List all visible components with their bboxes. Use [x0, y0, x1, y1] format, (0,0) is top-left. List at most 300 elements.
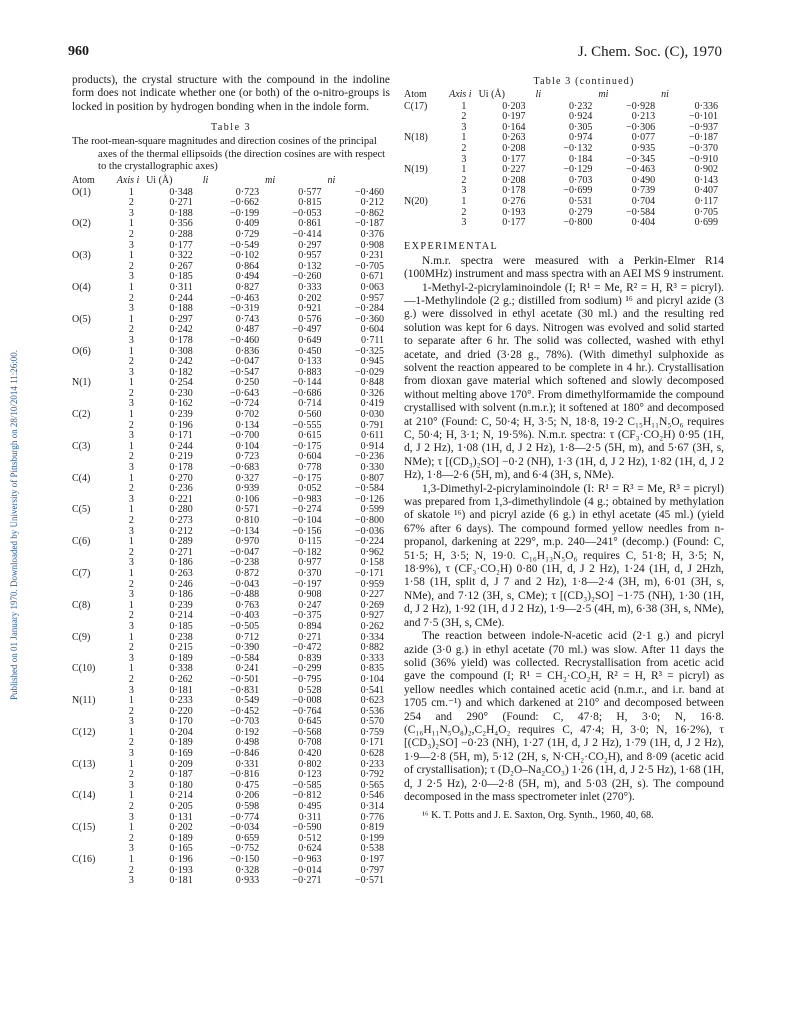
cell-m: −0·053	[292, 207, 322, 219]
cell-u: 0·242	[169, 356, 193, 368]
cell-n: −0·460	[355, 186, 384, 198]
cell-l: 0·970	[235, 536, 260, 548]
cell-l: −0·150	[230, 854, 260, 865]
cell-l: −0·699	[563, 185, 593, 197]
cell-axis: 3	[128, 398, 134, 410]
cell-l: 0·723	[235, 186, 260, 198]
cell-l: −0·043	[230, 578, 260, 590]
cell-m: 0·645	[298, 716, 322, 728]
table-header-row	[404, 90, 724, 102]
table-row	[72, 336, 390, 347]
cell-m: 0·202	[298, 292, 322, 304]
cell-axis: 1	[128, 281, 134, 293]
cell-u: 0·202	[169, 822, 193, 834]
cell-axis: 3	[128, 366, 134, 378]
cell-axis: 2	[128, 673, 134, 685]
cell-u: 0·270	[169, 472, 193, 484]
cell-n: 0·231	[360, 250, 384, 262]
cell-m: −0·963	[292, 854, 322, 865]
cell-n: −0·705	[355, 260, 384, 272]
table-row	[72, 558, 390, 569]
table-row	[72, 474, 390, 485]
cell-m: −0·175	[292, 472, 322, 484]
cell-u: 0·193	[169, 864, 193, 876]
cell-n: 0·117	[695, 195, 718, 207]
footnote: ¹⁶ K. T. Potts and J. E. Saxton, Org. Synth., 1960, 40, 68.	[422, 810, 654, 822]
cell-atom	[404, 176, 449, 187]
cell-n: −0·360	[355, 313, 384, 325]
table-row	[72, 855, 390, 866]
cell-l: −0·199	[230, 207, 260, 219]
cell-n: 0·538	[360, 843, 384, 855]
cell-u: 0·244	[169, 440, 193, 452]
cell-m: 0·977	[298, 557, 322, 569]
cell-m: 0·311	[298, 811, 322, 823]
cell-u: 0·254	[169, 377, 193, 389]
cell-u: 0·178	[502, 185, 526, 197]
cell-axis: 1	[128, 440, 134, 452]
cell-l: 0·184	[569, 153, 593, 165]
cell-l: 0·241	[235, 663, 260, 675]
cell-u: 0·188	[169, 207, 193, 219]
cell-atom	[404, 144, 449, 155]
cell-m: 0·420	[298, 748, 322, 760]
cell-n: 0·797	[360, 864, 384, 876]
cell-m: −0·104	[292, 515, 322, 526]
cell-l: 0·939	[235, 483, 260, 495]
cell-axis: 3	[128, 684, 134, 696]
cell-l: −0·800	[563, 217, 593, 229]
cell-l: −0·549	[230, 239, 260, 251]
cell-l: −0·846	[230, 748, 260, 760]
cell-u: 0·297	[169, 313, 193, 325]
cell-n: 0·611	[361, 430, 384, 442]
cell-l: 0·531	[569, 195, 593, 207]
cell-u: 0·356	[169, 218, 193, 230]
table-row	[72, 516, 390, 527]
cell-n: −0·584	[355, 483, 384, 495]
cell-u: 0·212	[169, 525, 193, 537]
cell-l: −0·034	[230, 822, 260, 834]
cell-atom	[72, 548, 117, 559]
cell-m: 0·778	[298, 462, 322, 474]
cell-m: 0·490	[631, 174, 656, 186]
cell-m: −0·197	[292, 578, 322, 590]
cell-atom	[404, 208, 449, 219]
cell-atom: C(16)	[72, 854, 96, 865]
cell-atom: N(1)	[72, 377, 91, 389]
cell-n: −0·284	[355, 303, 384, 315]
cell-m: −0·144	[292, 377, 322, 389]
cell-u: 0·170	[169, 716, 193, 728]
cell-u: 0·214	[169, 790, 193, 802]
cell-u: 0·164	[502, 121, 526, 133]
cell-n: 0·336	[694, 100, 718, 112]
cell-l: −0·547	[230, 366, 260, 378]
cell-l: 0·104	[235, 440, 260, 452]
table-row	[72, 791, 390, 802]
cell-m: 0·908	[298, 589, 322, 601]
cell-m: 0·815	[298, 197, 322, 209]
cell-n: 0·541	[360, 684, 384, 696]
cell-atom	[72, 675, 117, 686]
cell-l: 0·712	[235, 631, 260, 643]
cell-m: 0·052	[298, 483, 322, 495]
cell-u: 0·185	[169, 620, 193, 632]
table-row	[72, 717, 390, 728]
cell-axis: 1	[128, 472, 134, 484]
download-watermark	[4, 180, 18, 880]
table-row	[72, 410, 390, 421]
cell-n: 0·957	[360, 292, 384, 304]
cell-n: 0·104	[360, 673, 384, 685]
cell-n: 0·570	[360, 716, 384, 728]
cell-l: 0·331	[235, 758, 260, 770]
cell-m: −0·590	[292, 822, 322, 834]
cell-l: 0·864	[235, 260, 260, 272]
cell-axis: 3	[128, 207, 134, 219]
cell-atom: C(6)	[72, 536, 91, 548]
cell-m: −0·497	[292, 324, 322, 336]
table-row	[72, 251, 390, 262]
col-n: ni	[327, 175, 336, 186]
cell-axis: 2	[128, 769, 134, 781]
cell-l: 0·810	[235, 515, 260, 526]
cell-n: 0·599	[360, 504, 384, 516]
cell-u: 0·193	[502, 206, 526, 218]
cell-n: 0·705	[694, 206, 718, 218]
cell-u: 0·238	[169, 631, 193, 643]
cell-u: 0·131	[169, 811, 193, 823]
cell-axis: 1	[461, 164, 467, 176]
cell-n: 0·819	[360, 822, 384, 834]
cell-n: 0·269	[360, 599, 384, 611]
cell-m: 0·921	[298, 303, 322, 315]
cell-m: −0·983	[292, 493, 322, 505]
cell-u: 0·204	[169, 726, 193, 738]
cell-atom: C(12)	[72, 726, 96, 738]
cell-m: 0·649	[298, 334, 322, 346]
cell-l: −0·724	[230, 398, 260, 410]
cell-axis: 3	[128, 716, 134, 728]
cell-axis: 2	[128, 228, 134, 240]
table-row	[72, 230, 390, 241]
cell-atom	[404, 112, 449, 123]
table-title: Table 3	[210, 122, 252, 134]
cell-axis: 2	[128, 642, 134, 654]
cell-u: 0·276	[502, 195, 526, 207]
cell-axis: 2	[128, 705, 134, 717]
cell-atom: O(6)	[72, 345, 91, 357]
cell-u: 0·186	[169, 589, 193, 601]
cell-axis: 1	[128, 822, 134, 834]
cell-axis: 2	[128, 515, 134, 526]
cell-u: 0·178	[169, 462, 193, 474]
cell-m: 0·247	[298, 599, 322, 611]
cell-m: −0·182	[292, 546, 322, 558]
cell-m: −0·795	[292, 673, 322, 685]
col-axis: Axis i	[116, 175, 140, 186]
table-row	[72, 590, 390, 601]
cell-axis: 2	[128, 451, 134, 463]
cell-l: 0·498	[235, 737, 260, 749]
cell-axis: 2	[128, 260, 134, 272]
cell-l: 0·409	[235, 218, 260, 230]
cell-n: 0·546	[360, 790, 384, 802]
cell-axis: 3	[128, 334, 134, 346]
cell-atom: C(2)	[72, 409, 91, 421]
cell-u: 0·262	[169, 673, 193, 685]
cell-atom: C(5)	[72, 504, 91, 516]
cell-m: 0·115	[298, 536, 322, 548]
cell-axis: 3	[128, 525, 134, 537]
cell-l: 0·872	[235, 567, 260, 579]
table-row	[72, 484, 390, 495]
table-row	[72, 527, 390, 538]
cell-n: −0·029	[355, 366, 384, 378]
experimental-heading: EXPERIMENTAL	[404, 240, 499, 252]
cell-n: −0·036	[355, 525, 384, 537]
cell-n: −0·224	[355, 536, 384, 548]
table-row	[72, 781, 390, 792]
cell-n: 0·326	[360, 387, 384, 399]
cell-atom: C(10)	[72, 663, 96, 675]
cell-axis: 2	[128, 356, 134, 368]
cell-l: 0·206	[235, 790, 260, 802]
cell-n: 0·962	[360, 546, 384, 558]
cell-n: 0·262	[360, 620, 384, 632]
cell-l: −0·584	[230, 652, 260, 664]
cell-l: 0·703	[569, 174, 593, 186]
cell-m: −0·345	[626, 153, 656, 165]
experimental-paragraph: 1,3-Dimethyl-2-picrylaminoindole (I: R¹ = R³ = Me, R³ = picryl) was prepared from 1,3-dimethylindole (4 g.; obtained by methylation of skatole ¹⁶) and picryl azide (6 g.) in ethyl acetate (45 ml.) (yield 67% after 6 days). The compound formed yellow needles from n-propanol, darkening at 229°, m.p. 240—241° (decomp.) (Found: C, 51·5; H, 3·5; N, 19·0. C₁₆H₁₃N₅O₆ requires C, 51·8; H, 3·5; N, 18·9%), τ (CF₃·CO₂H) 0·80 (1H, d, J 2 Hz), 1·24 (1H, d, J 2Hzh, 1·58 (1H, split d, J 7 and 2 Hz), 1·8—2·4 (3H, m), 6·01 (3H, s, NMe), and 7·12 (3H, s, CMe); τ [(CD₃)₂SO] −1·75 (NH), 1·30 (1H, d, J 2 Hz), 1·92 (1H, d J 2 Hz), 1·9—2·5 (4H, m), 6·38 (3H, s, NMe), and 7·5 (3H, s, CMe).	[404, 482, 724, 629]
col-atom: Atom	[404, 89, 427, 100]
cell-l: 0·232	[569, 100, 593, 112]
table-caption: The root-mean-square magnitudes and direction cosines of the principal axes of the thermal ellipsoids (the direction cosines are with respect to the crystallographic axes)	[72, 136, 386, 173]
cell-axis: 3	[128, 843, 134, 855]
cell-l: −0·403	[230, 610, 260, 622]
cell-l: 0·659	[235, 832, 260, 844]
cell-l: 0·974	[569, 132, 593, 144]
cell-axis: 3	[128, 875, 134, 887]
cell-m: 0·704	[631, 195, 656, 207]
cell-u: 0·233	[169, 695, 193, 707]
cell-n: −0·571	[355, 875, 384, 887]
cell-m: 0·894	[298, 620, 322, 632]
cell-m: −0·014	[292, 864, 322, 876]
col-m: mi	[598, 89, 609, 100]
table-body	[404, 102, 724, 229]
cell-l: 0·279	[569, 206, 593, 218]
cell-u: 0·242	[169, 324, 193, 336]
cell-m: −0·764	[292, 705, 322, 717]
cell-m: 0·560	[298, 409, 322, 421]
cell-atom: O(5)	[72, 313, 91, 325]
table-row	[72, 315, 390, 326]
cell-atom: C(14)	[72, 790, 96, 802]
cell-n: −0·187	[355, 218, 384, 230]
table-body	[72, 188, 390, 887]
cell-u: 0·196	[169, 854, 193, 865]
cell-axis: 1	[128, 726, 134, 738]
cell-l: −0·129	[563, 164, 593, 176]
cell-atom	[72, 325, 117, 336]
cell-m: 0·839	[298, 652, 322, 664]
cell-axis: 1	[128, 695, 134, 707]
cell-u: 0·186	[169, 557, 193, 569]
cell-axis: 3	[128, 652, 134, 664]
cell-axis: 3	[128, 493, 134, 505]
cell-atom	[72, 738, 117, 749]
cell-atom: C(9)	[72, 631, 91, 643]
cell-n: −0·171	[355, 567, 384, 579]
table-row	[72, 283, 390, 294]
cell-axis: 3	[128, 303, 134, 315]
cell-m: 0·576	[298, 313, 322, 325]
table-row	[72, 304, 390, 315]
cell-n: 0·835	[360, 663, 384, 675]
cell-m: 0·861	[298, 218, 322, 230]
cell-m: −0·175	[292, 440, 322, 452]
cell-l: 0·494	[235, 271, 260, 283]
cell-axis: 3	[461, 217, 467, 229]
cell-n: 0·792	[360, 769, 384, 781]
cell-n: 0·565	[360, 779, 384, 791]
cell-n: 0·791	[360, 419, 384, 431]
cell-axis: 1	[128, 854, 134, 865]
cell-n: 0·623	[360, 695, 384, 707]
cell-axis: 1	[128, 409, 134, 421]
cell-axis: 3	[461, 185, 467, 197]
cell-u: 0·196	[169, 419, 193, 431]
table-row	[72, 495, 390, 506]
cell-m: 0·132	[298, 260, 322, 272]
cell-atom: C(15)	[72, 822, 96, 834]
cell-m: 0·714	[298, 398, 322, 410]
cell-m: −0·585	[292, 779, 322, 791]
table-row	[72, 399, 390, 410]
cell-u: 0·189	[169, 832, 193, 844]
cell-l: −0·643	[230, 387, 260, 399]
cell-atom: N(20)	[404, 195, 428, 207]
cell-n: −0·325	[355, 345, 384, 357]
cell-n: 0·407	[694, 185, 718, 197]
cell-l: 0·729	[235, 228, 260, 240]
cell-atom: N(18)	[404, 132, 428, 144]
table-row	[72, 675, 390, 686]
cell-axis: 3	[128, 811, 134, 823]
cell-atom: O(2)	[72, 218, 91, 230]
cell-m: −0·928	[626, 100, 656, 112]
cell-atom: C(7)	[72, 567, 91, 579]
table-row	[72, 463, 390, 474]
table-row	[72, 219, 390, 230]
cell-n: 0·927	[360, 610, 384, 622]
cell-u: 0·244	[169, 292, 193, 304]
cell-l: −0·463	[230, 292, 260, 304]
cell-axis: 2	[461, 206, 467, 218]
cell-axis: 1	[461, 100, 467, 112]
cell-axis: 3	[128, 779, 134, 791]
table-row	[404, 197, 724, 208]
cell-m: −0·812	[292, 790, 322, 802]
cell-n: 0·227	[360, 589, 384, 601]
cell-n: −0·862	[355, 207, 384, 219]
experimental-paragraph: 1-Methyl-2-picrylaminoindole (I; R¹ = Me, R² = H, R³ = picryl).—1-Methylindole (2 g.; distilled from sodium) ¹⁶ and picryl azide (3 g.) were dissolved in ethyl acetate (30 ml.) and the resulting red solution was kept for 6 days. Nitrogen was evolved and solid started to separate after 6 hr. The solid was collected, washed with ethyl acetate, and dried (3·28 g., 78%). (With dimethyl sulphoxide as solvent the reaction appeared to be complete in 4 hr.). Crystallisation from dioxan gave material which softened and slowly decomposed without melting above 170°. From dimethylformamide the compound crystallised with solvent (n.m.r.); it softened at 180° and decomposed at 210° (Found: C, 50·4; H, 3·5; N, 18·8, 19·2 C₁₅H₁₁N₅O₆ requires C, 50·4; H, 3·1; N, 19·5%). N.m.r. spectra: τ (CF₃·CO₂H) 0·95 (1H, d, J 2 Hz), 1·08 (1H, d, J 2 Hz), 1·8—2·5 (5H, m), and 5·67 (3H, s, NMe); τ [(CD₃)₂SO] −0·2 (NH), 1·3 (1H, d, J 2 Hz), 1·82 (1H, d, J 2 Hz), 1·8—2·6 (5H, m), and 6·4 (3H, s, NMe).	[404, 281, 724, 482]
cell-u: 0·215	[169, 642, 193, 654]
cell-axis: 1	[128, 599, 134, 611]
cell-axis: 1	[128, 758, 134, 770]
cell-u: 0·181	[169, 684, 193, 696]
table-row	[72, 622, 390, 633]
col-u: Ui (Å)	[146, 175, 173, 186]
cell-l: −0·752	[230, 843, 260, 855]
intro-paragraph: products), the crystal structure with the compound in the indoline form does not indicate whether one (or both) of the o-nitro-groups is locked in position by hydrogen bonding when in the indole form.	[72, 74, 390, 113]
cell-atom: C(13)	[72, 758, 96, 770]
cell-atom	[72, 707, 117, 718]
cell-l: −0·501	[230, 673, 260, 685]
cell-axis: 3	[128, 748, 134, 760]
cell-m: −0·008	[292, 695, 322, 707]
cell-n: 0·197	[360, 854, 384, 865]
cell-m: −0·463	[626, 164, 656, 176]
table-row	[72, 505, 390, 516]
cell-atom	[72, 421, 117, 432]
table-row	[72, 866, 390, 877]
cell-m: 0·404	[631, 217, 656, 229]
cell-u: 0·311	[169, 281, 193, 293]
cell-axis: 2	[128, 324, 134, 336]
cell-m: −0·584	[626, 206, 656, 218]
cell-u: 0·271	[169, 546, 193, 558]
table-row	[72, 770, 390, 781]
table-row	[404, 123, 724, 134]
cell-u: 0·267	[169, 260, 193, 272]
cell-l: −0·662	[230, 197, 260, 209]
cell-axis: 1	[128, 313, 134, 325]
cell-l: 0·743	[235, 313, 260, 325]
cell-u: 0·263	[169, 567, 193, 579]
cell-n: 0·945	[360, 356, 384, 368]
cell-n: 0·711	[361, 334, 384, 346]
cell-l: −0·132	[563, 142, 593, 154]
cell-m: 0·512	[298, 832, 322, 844]
cell-n: 0·158	[360, 557, 384, 569]
journal-header: J. Chem. Soc. (C), 1970	[577, 44, 722, 60]
cell-axis: 2	[128, 801, 134, 813]
cell-n: 0·212	[360, 197, 384, 209]
cell-m: 0·739	[631, 185, 656, 197]
cell-l: −0·390	[230, 642, 260, 654]
cell-m: −0·414	[292, 228, 322, 240]
cell-n: −0·236	[355, 451, 384, 463]
cell-n: 0·030	[360, 409, 384, 421]
cell-n: 0·759	[360, 726, 384, 738]
cell-u: 0·227	[502, 164, 526, 176]
cell-u: 0·171	[169, 430, 193, 442]
cell-u: 0·280	[169, 504, 193, 516]
cell-n: 0·959	[360, 578, 384, 590]
cell-m: 0·528	[298, 684, 322, 696]
cell-n: 0·333	[360, 652, 384, 664]
cell-u: 0·162	[169, 398, 193, 410]
cell-m: −0·555	[292, 419, 322, 431]
cell-n: 0·376	[360, 228, 384, 240]
cell-u: 0·178	[169, 334, 193, 346]
cell-l: 0·327	[235, 472, 260, 484]
cell-u: 0·205	[169, 801, 193, 813]
table-row	[72, 749, 390, 760]
